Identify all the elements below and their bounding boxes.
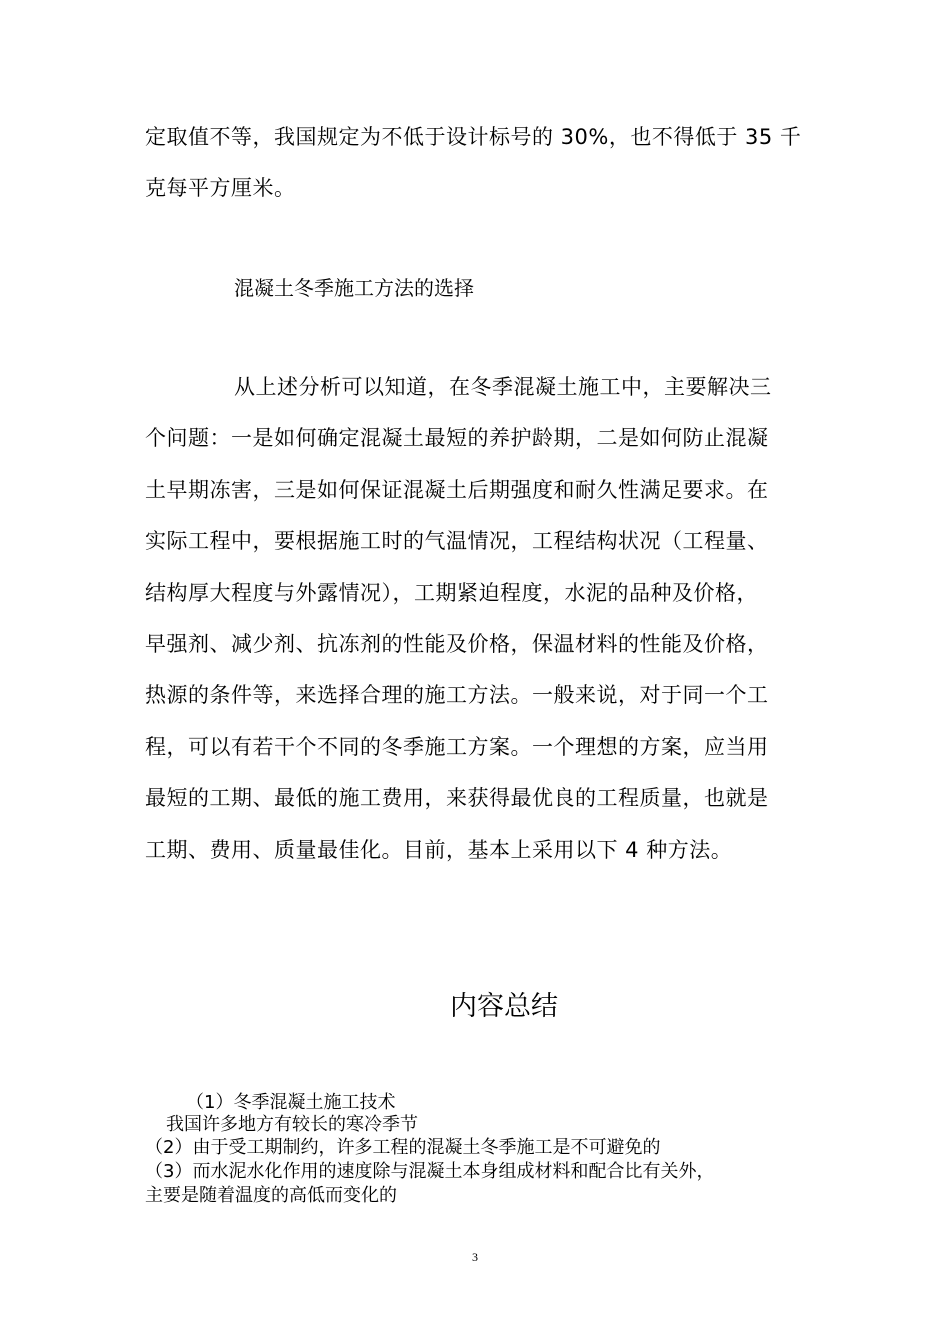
paragraph-line: 最短的工期、最低的施工费用，来获得最优良的工程质量，也就是 <box>145 786 769 810</box>
paragraph-line: 早强剂、减少剂、抗冻剂的性能及价格，保温材料的性能及价格， <box>145 632 769 656</box>
summary-title: 内容总结 <box>450 991 558 1022</box>
paragraph-line: 实际工程中，要根据施工时的气温情况，工程结构状况（工程量、 <box>145 529 769 553</box>
paragraph-line: 土早期冻害，三是如何保证混凝土后期强度和耐久性满足要求。在 <box>145 478 769 502</box>
paragraph-line: 热源的条件等，来选择合理的施工方法。一般来说，对于同一个工 <box>145 683 769 707</box>
section-heading: 混凝土冬季施工方法的选择 <box>234 276 474 300</box>
page-number: 3 <box>472 1250 478 1264</box>
summary-line: （1）冬季混凝土施工技术 <box>186 1092 396 1113</box>
paragraph-line: 结构厚大程度与外露情况），工期紧迫程度，水泥的品种及价格， <box>145 581 758 605</box>
paragraph-line: 定取值不等，我国规定为不低于设计标号的 30%，也不得低于 35 千 <box>145 125 802 149</box>
paragraph-line: 个问题：一是如何确定混凝土最短的养护龄期，二是如何防止混凝 <box>145 426 769 450</box>
summary-line: （3）而水泥水化作用的速度除与混凝土本身组成材料和配合比有关外， <box>145 1161 715 1182</box>
paragraph-line: 从上述分析可以知道，在冬季混凝土施工中，主要解决三 <box>234 375 772 399</box>
summary-line: （2）由于受工期制约，许多工程的混凝土冬季施工是不可避免的 <box>145 1137 661 1158</box>
summary-line: 我国许多地方有较长的寒冷季节 <box>166 1114 418 1135</box>
summary-line: 主要是随着温度的高低而变化的 <box>145 1185 397 1206</box>
paragraph-line: 程，可以有若干个不同的冬季施工方案。一个理想的方案，应当用 <box>145 735 769 759</box>
paragraph-line: 克每平方厘米。 <box>145 176 296 200</box>
paragraph-line: 工期、费用、质量最佳化。目前，基本上采用以下 4 种方法。 <box>145 838 733 862</box>
